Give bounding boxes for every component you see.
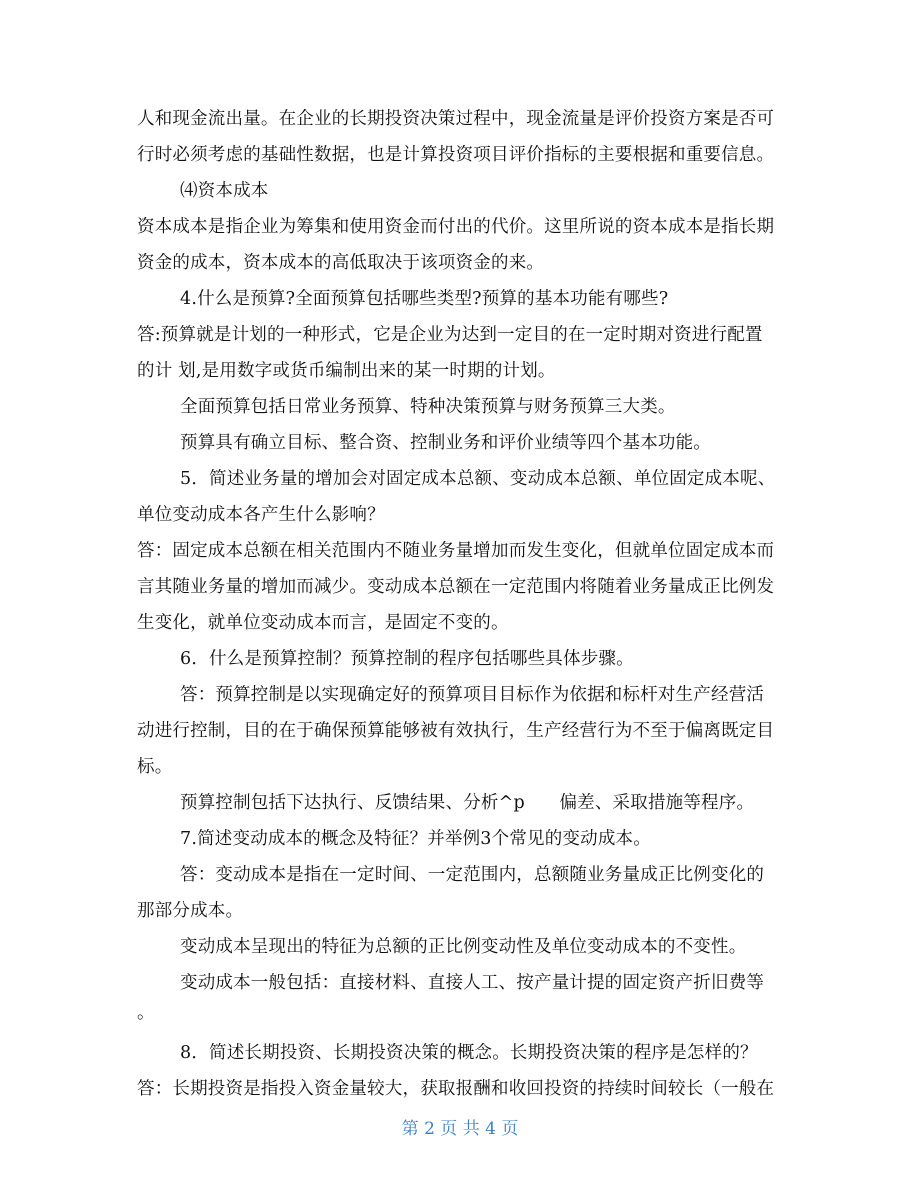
text-line: 5．简述业务量的增加会对固定成本总额、变动成本总额、单位固定成本呢、 [180, 469, 776, 489]
text-line: 。 [137, 1003, 155, 1023]
text-line: 6．什么是预算控制？预算控制的程序包括哪些具体步骤。 [180, 649, 634, 669]
text-line: 答：固定成本总额在相关范围内不随业务量增加而发生变化，但就单位固定成本而 [137, 541, 775, 561]
text-line: 动进行控制，目的在于确保预算能够被有效执行，生产经营行为不至于偏离既定目 [137, 721, 775, 741]
text-line: 8．简述长期投资、长期投资决策的概念。长期投资决策的程序是怎样的？ [180, 1043, 758, 1063]
text-line: 变动成本一般包括：直接材料、直接人工、按产量计提的固定资产折旧费等 [180, 973, 765, 993]
text-line: 答:预算就是计划的一种形式，它是企业为达到一定目的在一定时期对资进行配置 [137, 325, 763, 345]
text-line: 4.什么是预算?全面预算包括哪些类型?预算的基本功能有哪些? [180, 289, 669, 309]
text-line: 的计 划,是用数字或货币编制出来的某一时期的计划。 [137, 361, 556, 381]
text-line: 资金的成本，资本成本的高低取决于该项资金的来。 [137, 253, 545, 273]
text-line: 答：变动成本是指在一定时间、一定范围内，总额随业务量成正比例变化的 [180, 865, 765, 885]
text-line: 生变化，就单位变动成本而言，是固定不变的。 [137, 613, 509, 633]
text-line: 人和现金流出量。在企业的长期投资决策过程中，现金流量是评价投资方案是否可 [137, 109, 775, 129]
text-line: ⑷资本成本 [180, 181, 269, 201]
text-line: 资本成本是指企业为筹集和使用资金而付出的代价。这里所说的资本成本是指长期 [137, 217, 775, 237]
text-line: 预算控制包括下达执行、反馈结果、分析^p 偏差、采取措施等程序。 [180, 793, 755, 813]
text-line: 言其随业务量的增加而减少。变动成本总额在一定范围内将随着业务量成正比例发 [137, 577, 775, 597]
text-line: 那部分成本。 [137, 901, 244, 921]
page-number-footer: 第 2 页 共 4 页 [401, 1119, 519, 1139]
text-line: 标。 [137, 757, 173, 777]
text-line: 变动成本呈现出的特征为总额的正比例变动性及单位变动成本的不变性。 [180, 937, 747, 957]
text-line: 答：预算控制是以实现确定好的预算项目目标作为依据和标杆对生产经营活 [180, 685, 765, 705]
text-line: 单位变动成本各产生什么影响？ [137, 505, 385, 525]
text-line: 行时必须考虑的基础性数据，也是计算投资项目评价指标的主要根据和重要信息。 [137, 145, 775, 165]
text-line: 全面预算包括日常业务预算、特种决策预算与财务预算三大类。 [180, 397, 676, 417]
text-line: 7.简述变动成本的概念及特征？并举例3个常见的变动成本。 [180, 829, 651, 849]
text-line: 预算具有确立目标、整合资、控制业务和评价业绩等四个基本功能。 [180, 433, 711, 453]
text-line: 答：长期投资是指投入资金量较大，获取报酬和收回投资的持续时间较长（一般在 [137, 1079, 775, 1099]
